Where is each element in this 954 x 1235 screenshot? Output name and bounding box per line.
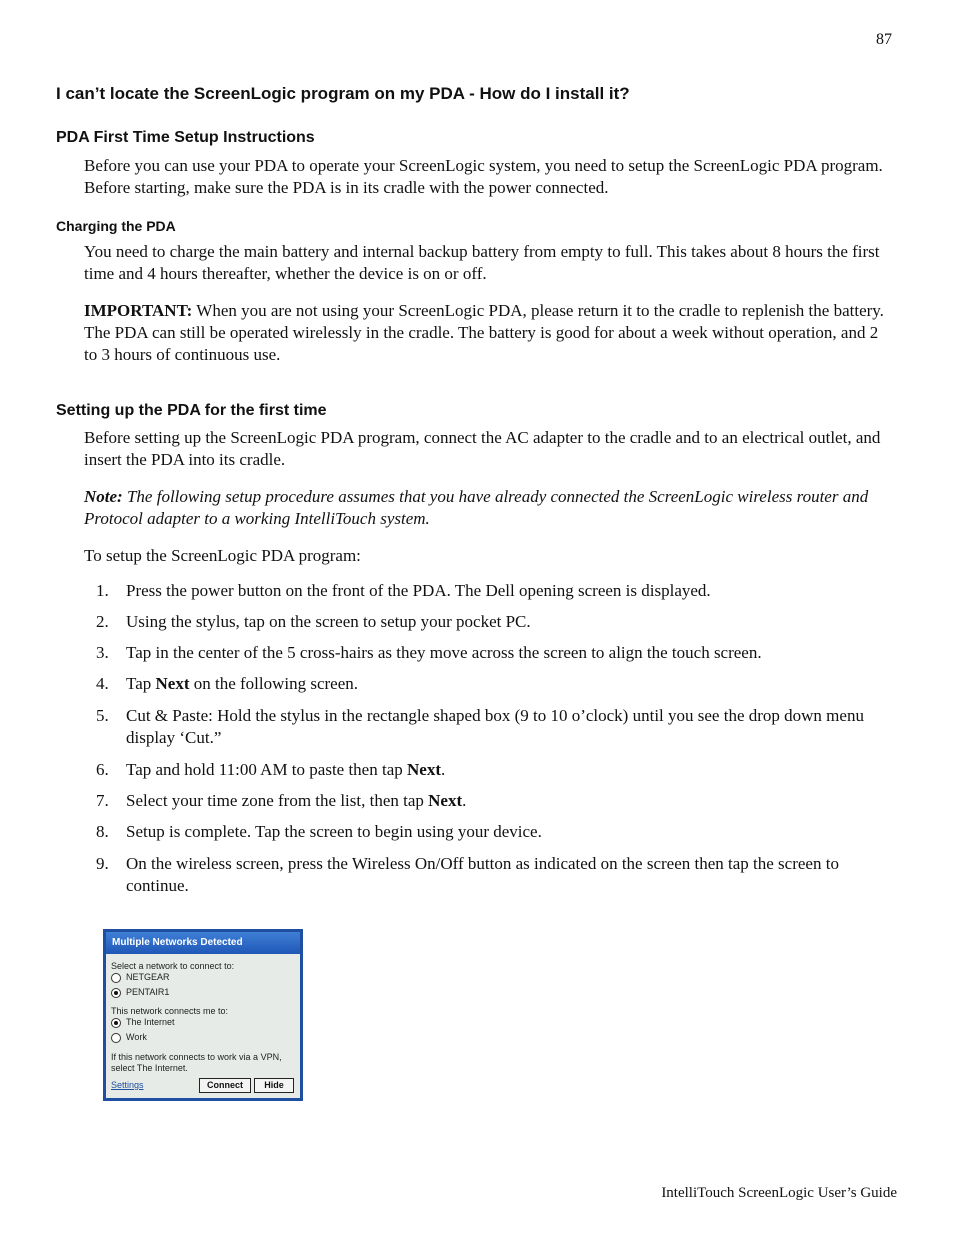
radio-pentair1[interactable] (111, 988, 121, 998)
first-time-paragraph: Before setting up the ScreenLogic PDA program, connect the AC adapter to the cradle and to an electrical outlet, and insert the PDA into its cradle. (84, 428, 881, 469)
list-item (96, 759, 896, 781)
list-item (96, 642, 896, 664)
radio-label-pentair1: PENTAIR1 (126, 987, 170, 997)
step-text: Press the power button on the front of the PDA. The Dell opening screen is displayed. (126, 581, 711, 600)
connect-button[interactable]: Connect (199, 1078, 251, 1093)
note-paragraph (84, 486, 894, 530)
hide-button[interactable]: Hide (254, 1078, 294, 1093)
list-item (96, 611, 896, 633)
step-number: 3. (96, 643, 109, 662)
radio-netgear[interactable] (111, 973, 121, 983)
page-title: I can’t locate the ScreenLogic program on my PDA - How do I install it? (56, 84, 630, 103)
step-number: 8. (96, 822, 109, 841)
important-text: When you are not using your ScreenLogic PDA, please return it to the cradle to replenish the battery. The PDA can still be operated wirelessly in the cradle. The battery is good for about a week without operation, and 2 to 3 hours of continuous use. (84, 301, 884, 364)
steps-intro: To setup the ScreenLogic PDA program: (84, 546, 361, 565)
page-number: 87 (876, 31, 892, 48)
step-text-bold: Next (428, 791, 463, 810)
step-text-bold: Next (407, 760, 441, 779)
step-text-post: . (462, 791, 467, 810)
step-number: 4. (96, 674, 109, 693)
step-text-pre: Tap (126, 674, 156, 693)
pda-screenshot (103, 929, 303, 1101)
step-number: 9. (96, 854, 109, 873)
section-heading-charging: Charging the PDA (56, 218, 176, 234)
step-text: Tap in the center of the 5 cross-hairs as they move across the screen to align the touch screen. (126, 643, 762, 662)
note-label: Note: (84, 487, 123, 506)
settings-link[interactable]: Settings (111, 1080, 144, 1090)
network-select-prompt: Select a network to connect to: (111, 961, 235, 971)
section-heading-setup-instructions: PDA First Time Setup Instructions (56, 129, 315, 146)
radio-label-work: Work (126, 1032, 147, 1042)
note-text: The following setup procedure assumes that you have already connected the ScreenLogic wireless router and Protocol adapter to a working IntelliTouch system. (84, 487, 869, 528)
step-text-post: on the following screen. (189, 674, 359, 693)
step-number: 1. (96, 581, 109, 600)
step-text: On the wireless screen, press the Wireless On/Off button as indicated on the screen then tap the screen to continue. (126, 854, 839, 895)
pda-dialog-title: Multiple Networks Detected (106, 932, 300, 954)
connects-prompt: This network connects me to: (111, 1006, 229, 1016)
important-label: IMPORTANT: (84, 301, 193, 320)
step-text-post: . (440, 760, 446, 779)
step-number: 7. (96, 791, 109, 810)
step-number: 6. (96, 760, 109, 779)
setup-intro-paragraph: Before you can use your PDA to operate your ScreenLogic system, you need to setup the ScreenLogic PDA program. Before starting, make sure the PDA is in its cradle with the power connected. (84, 156, 883, 197)
step-text-pre: Select your time zone from the list, then tap (126, 791, 429, 810)
setup-steps-list (96, 580, 896, 897)
step-text: Cut & Paste: Hold the stylus in the rectangle shaped box (9 to 10 o’clock) until you see the drop down menu display ‘Cut.” (126, 706, 864, 747)
pda-screen (106, 932, 300, 1098)
footer-guide-title: IntelliTouch ScreenLogic User’s Guide (661, 1185, 897, 1201)
list-item (96, 705, 896, 749)
important-paragraph (84, 300, 894, 366)
list-item (96, 673, 896, 695)
step-text-bold: Next (155, 674, 190, 693)
step-number: 5. (96, 706, 109, 725)
radio-work[interactable] (111, 1033, 121, 1043)
list-item (96, 853, 896, 897)
section-heading-first-time: Setting up the PDA for the first time (56, 402, 327, 419)
step-number: 2. (96, 612, 109, 631)
list-item (96, 580, 896, 602)
radio-label-the-internet: The Internet (126, 1017, 175, 1027)
charging-paragraph: You need to charge the main battery and internal backup battery from empty to full. This takes about 8 hours the first time and 4 hours thereafter, whether the device is on or off. (84, 242, 880, 283)
list-item (96, 790, 896, 812)
list-item (96, 821, 896, 843)
radio-the-internet[interactable] (111, 1018, 121, 1028)
vpn-note-line-2: select The Internet. (111, 1063, 188, 1073)
step-text-pre: Tap and hold 11:00 AM to paste then tap (126, 760, 407, 779)
radio-label-netgear: NETGEAR (126, 972, 170, 982)
step-text: Setup is complete. Tap the screen to begin using your device. (126, 822, 542, 841)
vpn-note-line-1: If this network connects to work via a VPN, (111, 1052, 282, 1062)
step-text: Using the stylus, tap on the screen to setup your pocket PC. (126, 612, 531, 631)
